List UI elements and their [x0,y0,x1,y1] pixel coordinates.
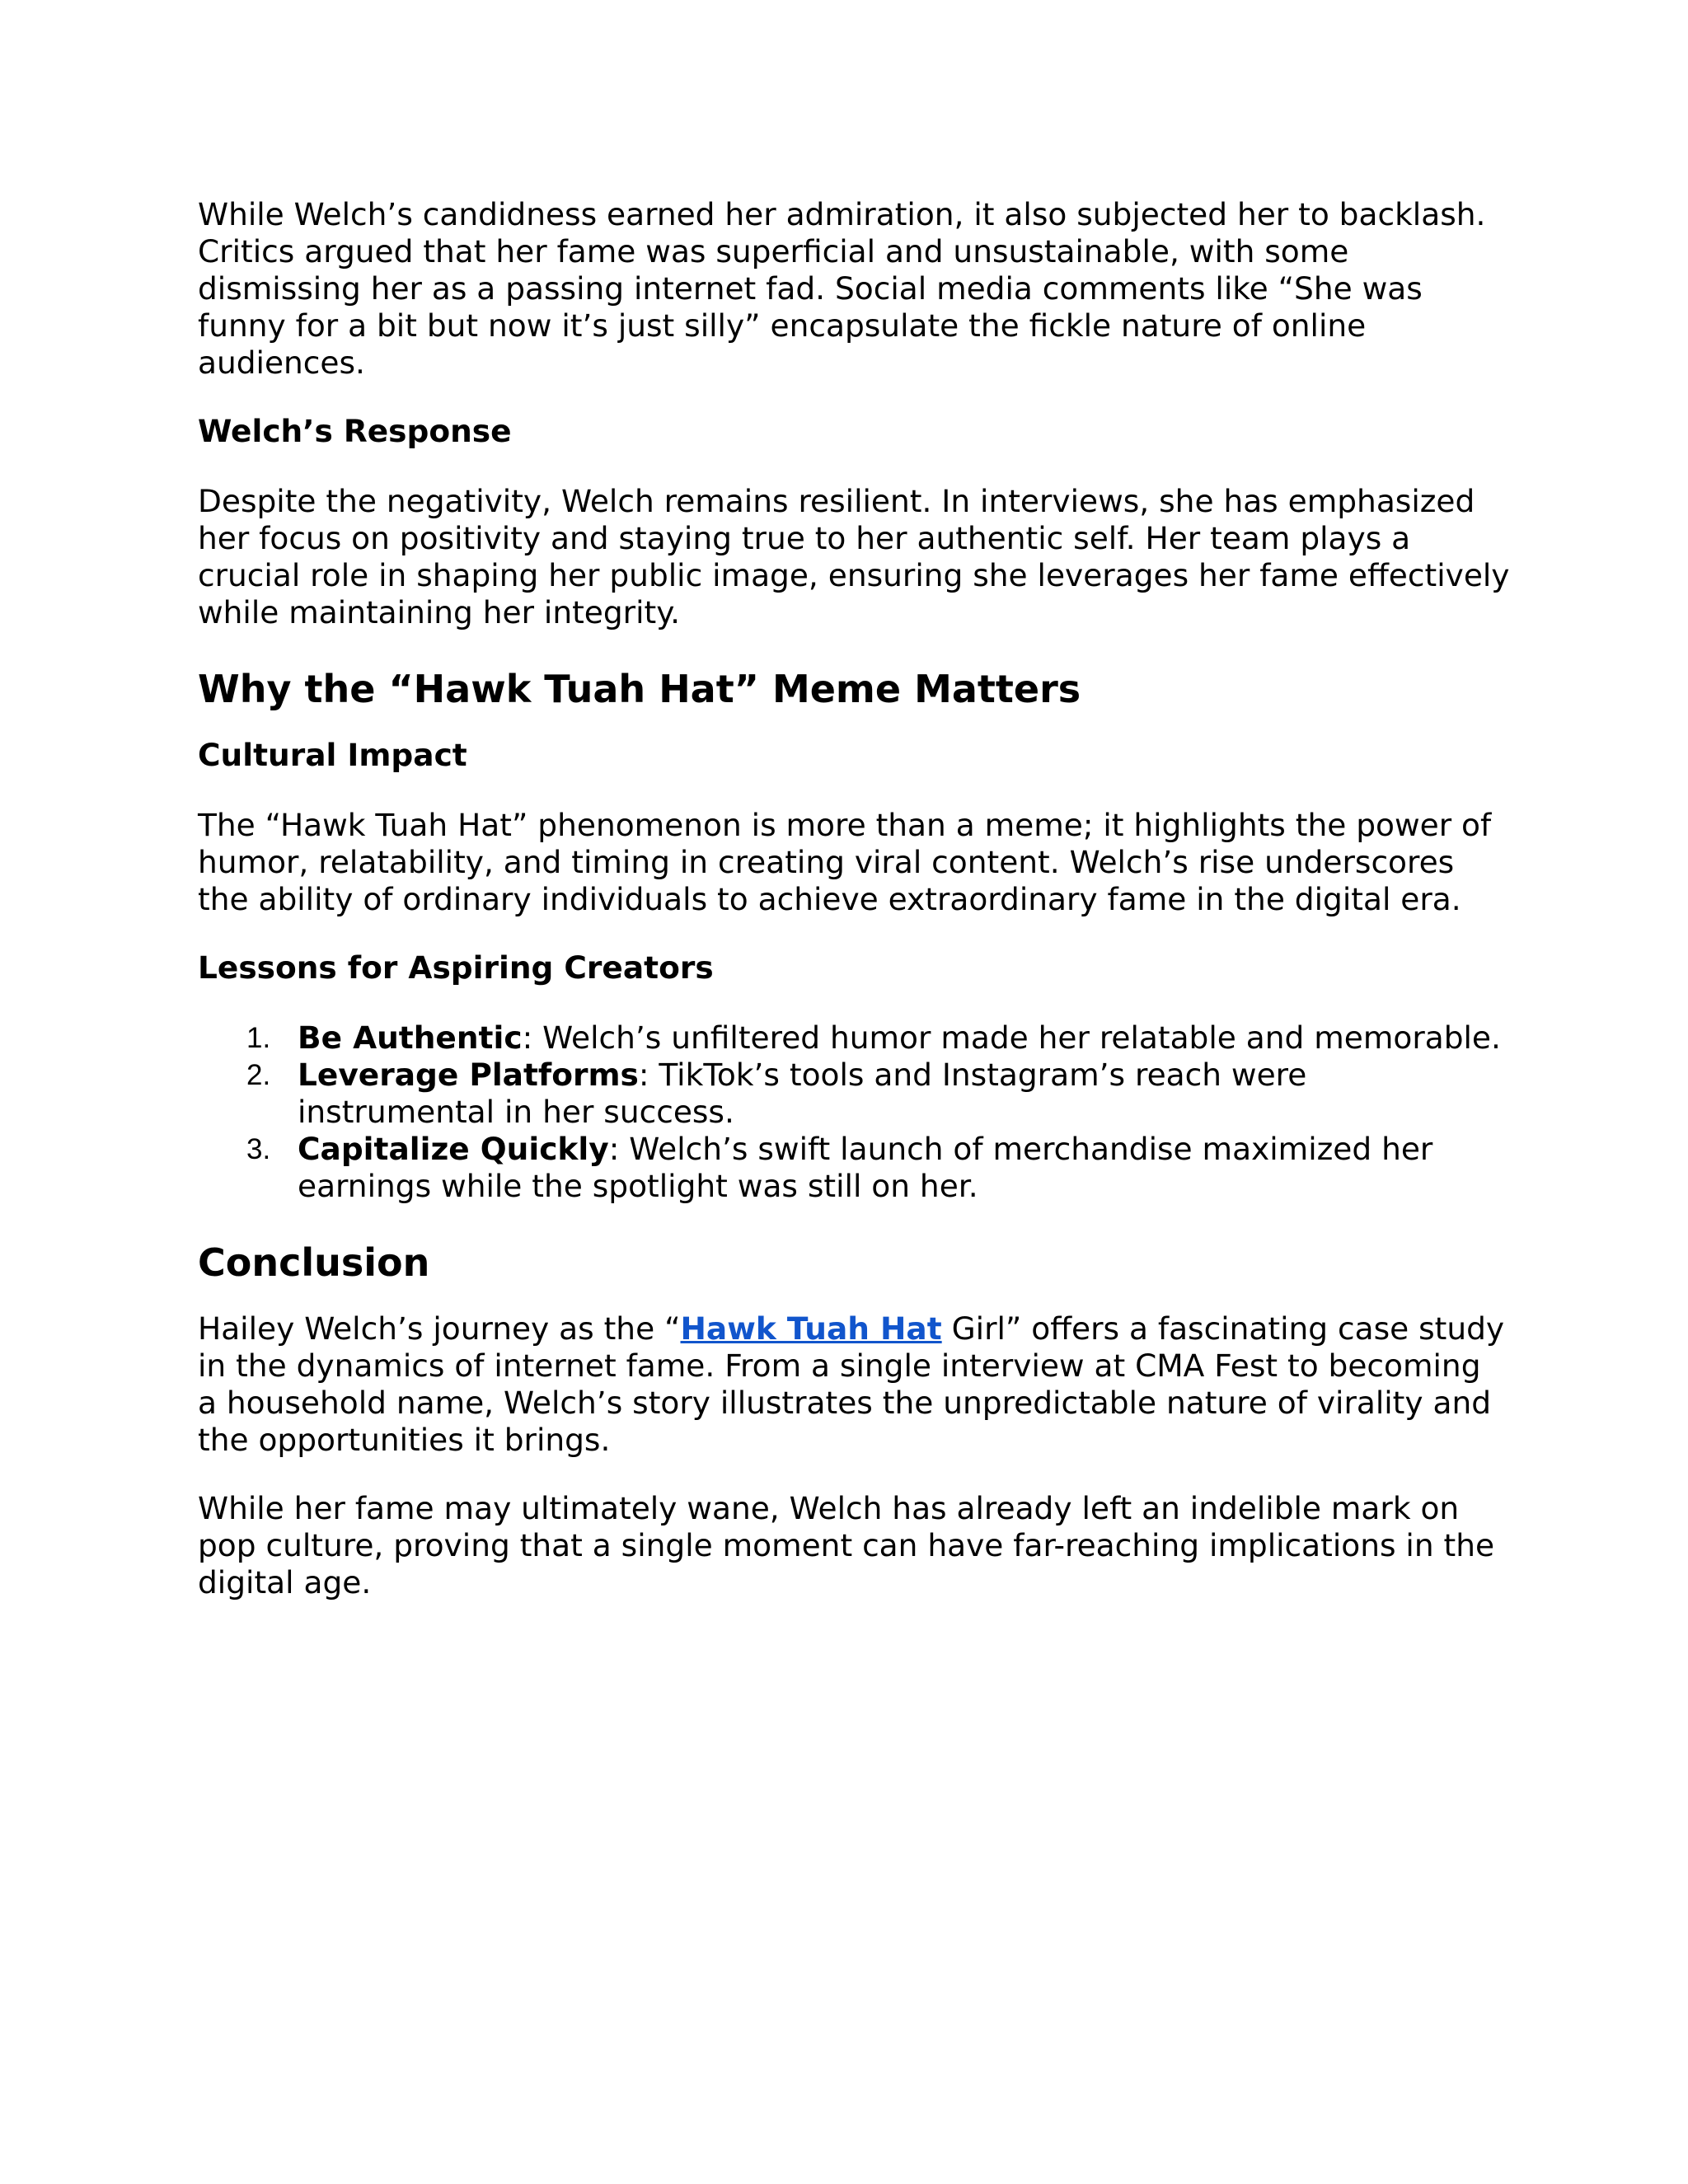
list-item [198,1019,1500,1057]
welch-response-heading: Welch’s Response [198,413,512,449]
lessons-heading: Lessons for Aspiring Creators [198,949,714,986]
list-number: 1. [246,1022,271,1054]
text-line: in the dynamics of internet fame. From a single interview at CMA Fest to becoming [198,1347,1481,1384]
conclusion-paragraph-1 [198,1310,1505,1459]
text-segment: Girl” offers a fascinating case study [941,1310,1505,1347]
text-line: Critics argued that her fame was superficial and unsustainable, with some [198,233,1349,269]
list-number: 2. [246,1059,271,1091]
conclusion-paragraph-2 [198,1490,1500,1601]
list-item [198,1057,1500,1131]
text-segment: Hailey Welch’s journey as the “ [198,1310,681,1347]
text-line: audiences. [198,344,365,381]
text-line: The “Hawk Tuah Hat” phenomenon is more than a meme; it highlights the power of [198,807,1492,843]
list-item-continuation: instrumental in her success. [298,1094,734,1130]
text-line [198,1310,1505,1347]
text-line: pop culture, proving that a single moment can have far-reaching implications in the [198,1527,1495,1563]
list-item [198,1131,1500,1205]
list-item-text: : Welch’s unfiltered humor made her relatable and memorable. [522,1019,1501,1056]
text-line: crucial role in shaping her public image, ensuring she leverages her fame effectively [198,557,1510,593]
lessons-list [198,1019,1500,1205]
conclusion-heading: Conclusion [198,1240,430,1285]
welch-response-paragraph [198,483,1510,631]
text-line: funny for a bit but now it’s just silly” encapsulate the fickle nature of online [198,307,1367,344]
list-item-line [298,1019,1500,1057]
intro-paragraph [198,196,1500,382]
text-line: dismissing her as a passing internet fad. Social media comments like “She was [198,270,1423,307]
document-page [198,196,1510,1601]
text-line: while maintaining her integrity. [198,594,680,630]
text-line: the ability of ordinary individuals to achieve extraordinary fame in the digital era. [198,881,1461,917]
cultural-impact-paragraph [198,807,1500,918]
list-item-line [298,1131,1500,1168]
why-meme-matters-heading: Why the “Hawk Tuah Hat” Meme Matters [198,667,1081,711]
text-line: the opportunities it brings. [198,1422,611,1458]
text-line: Despite the negativity, Welch remains resilient. In interviews, she has emphasized [198,483,1475,519]
list-item-text: : TikTok’s tools and Instagram’s reach were [638,1057,1307,1093]
list-item-title: Be Authentic [298,1019,523,1056]
text-line: a household name, Welch’s story illustrates the unpredictable nature of virality and [198,1385,1492,1421]
list-number: 3. [246,1133,271,1165]
text-line: digital age. [198,1564,372,1601]
list-item-title: Capitalize Quickly [298,1131,609,1167]
text-line: her focus on positivity and staying true to her authentic self. Her team plays a [198,520,1411,556]
list-item-continuation: earnings while the spotlight was still on her. [298,1168,978,1204]
cultural-impact-heading: Cultural Impact [198,737,467,773]
text-line: While her fame may ultimately wane, Welch has already left an indelible mark on [198,1490,1460,1526]
list-item-text: : Welch’s swift launch of merchandise maximized her [608,1131,1433,1167]
hawk-tuah-hat-link[interactable]: Hawk Tuah Hat [680,1310,942,1347]
list-item-title: Leverage Platforms [298,1057,639,1093]
text-line: humor, relatability, and timing in creating viral content. Welch’s rise underscores [198,844,1455,880]
text-line: While Welch’s candidness earned her admiration, it also subjected her to backlash. [198,196,1486,232]
list-item-line [298,1057,1500,1094]
